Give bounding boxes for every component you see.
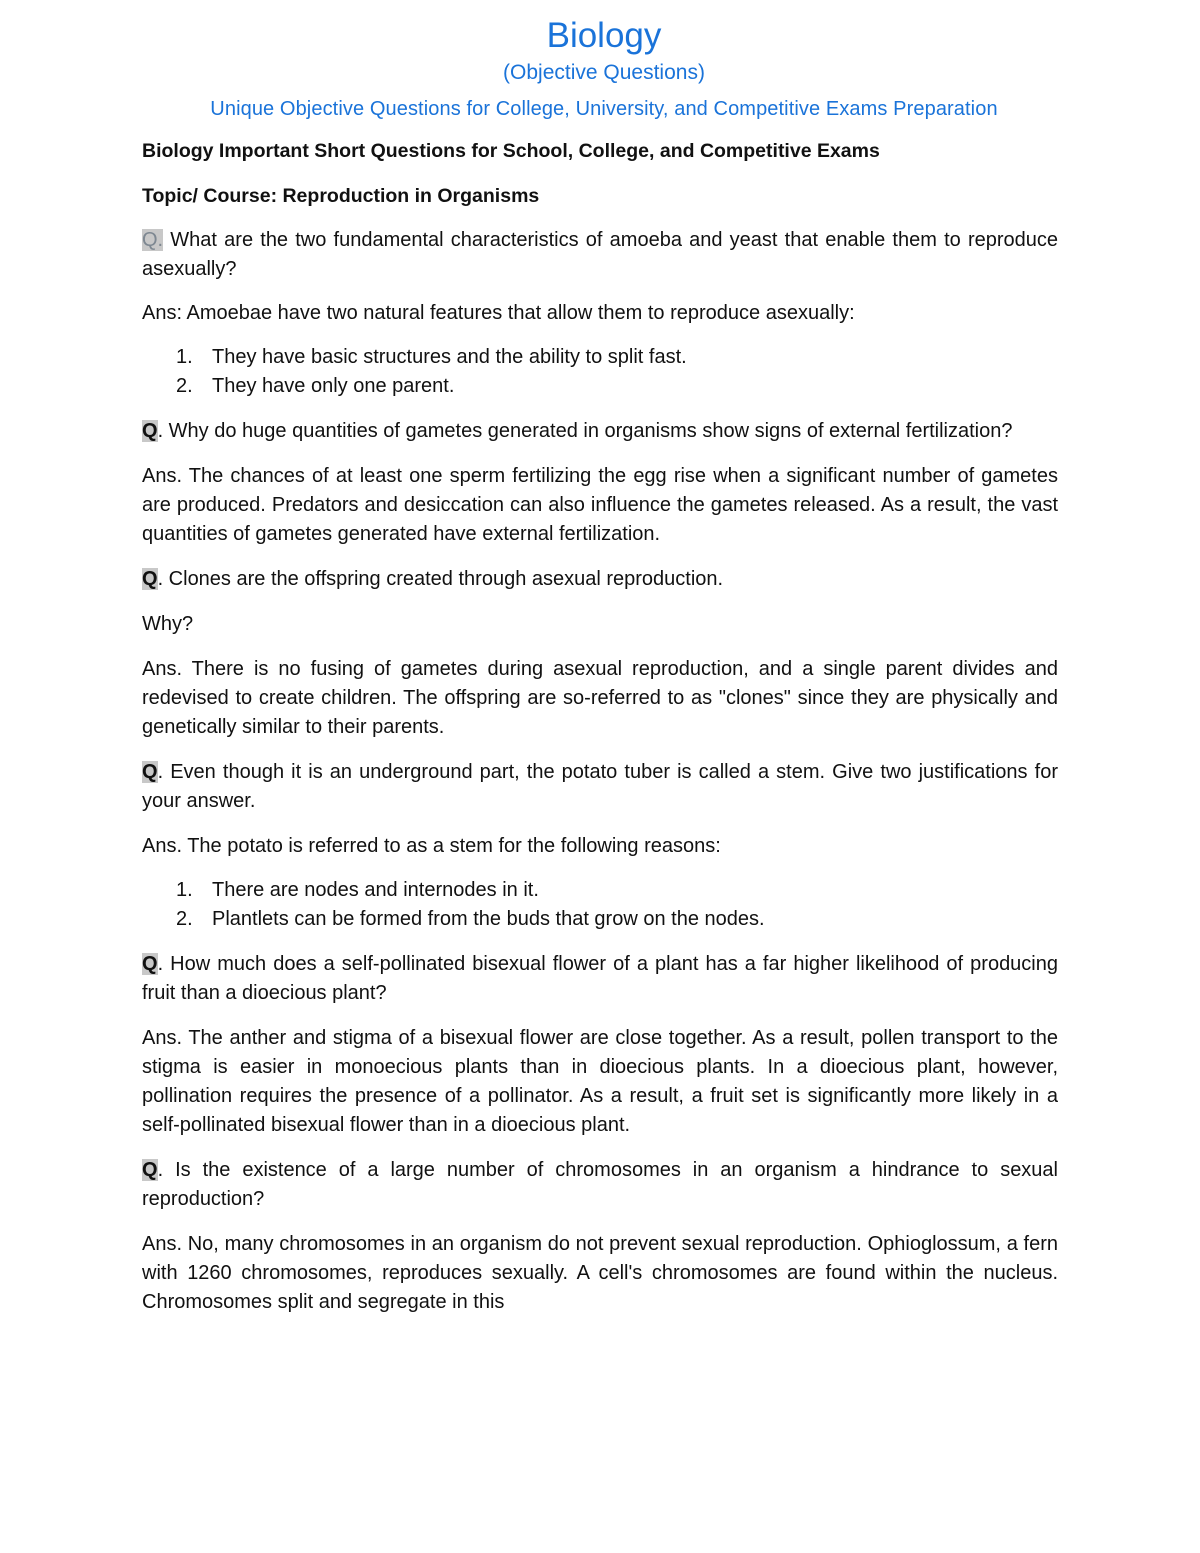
list-item — [142, 876, 1058, 905]
list-item — [142, 905, 1058, 934]
list-text: Plantlets can be formed from the buds that grow on the nodes. — [212, 908, 765, 930]
list-text: They have basic structures and the ability to split fast. — [212, 346, 687, 368]
answer-5: Ans. The anther and stigma of a bisexual flower are close together. As a result, pollen transport to the stigma is easier in monoecious plants than in dioecious plants. In a dioecious plant, however, pollination requires the presence of a pollinator. As a result, a fruit set is significantly more likely in a self-pollinated bisexual flower than in a dioecious plant. — [142, 1027, 1058, 1136]
question-4 — [142, 758, 1058, 816]
list-item — [142, 372, 1058, 401]
list-text: There are nodes and internodes in it. — [212, 879, 539, 901]
list-number: 1. — [176, 879, 193, 901]
document-header — [150, 14, 1058, 124]
question-5 — [142, 950, 1058, 1008]
list-number: 2. — [176, 375, 193, 397]
list-text: They have only one parent. — [212, 375, 455, 397]
question-marker: Q — [142, 953, 158, 975]
question-marker: Q — [142, 568, 158, 590]
question-marker: Q — [142, 420, 158, 442]
answer-1-list — [142, 343, 1058, 401]
page-tagline: Unique Objective Questions for College, University, and Competitive Exams Preparation — [210, 98, 998, 120]
list-number: 1. — [176, 346, 193, 368]
list-number: 2. — [176, 908, 193, 930]
answer-3: Ans. There is no fusing of gametes during asexual reproduction, and a single parent divides and redevised to create children. The offspring are so-referred to as "clones" since they are physically and genetically similar to their parents. — [142, 658, 1058, 738]
question-marker: Q — [142, 761, 158, 783]
question-marker: Q. — [142, 229, 164, 251]
question-2 — [142, 417, 1058, 446]
question-text: . How much does a self-pollinated bisexual flower of a plant has a far higher likelihood of producing fruit than a dioecious plant? — [142, 953, 1058, 1004]
answer-4-list — [142, 876, 1058, 934]
page-title: Biology — [546, 16, 662, 55]
question-text: . Even though it is an underground part, the potato tuber is called a stem. Give two justifications for your answer. — [142, 761, 1058, 812]
list-item — [142, 343, 1058, 372]
question-text: . Why do huge quantities of gametes generated in organisms show signs of external fertilization? — [157, 420, 1013, 442]
answer-4: Ans. The potato is referred to as a stem for the following reasons: — [142, 835, 721, 857]
section-heading: Biology Important Short Questions for School, College, and Competitive Exams — [142, 140, 880, 162]
answer-6: Ans. No, many chromosomes in an organism do not prevent sexual reproduction. Ophioglossum, a fern with 1260 chromosomes, reproduces sexually. A cell's chromosomes are found within the nucleus. Chromosomes split and segregate in this — [142, 1233, 1058, 1313]
question-text: . Clones are the offspring created through asexual reproduction. — [157, 568, 724, 590]
question-3-why: Why? — [142, 613, 194, 635]
document-page — [142, 14, 1058, 1317]
question-1 — [142, 226, 1058, 284]
topic-heading: Topic/ Course: Reproduction in Organisms — [142, 185, 540, 207]
question-text: . Is the existence of a large number of chromosomes in an organism a hindrance to sexual reproduction? — [142, 1159, 1058, 1210]
page-subtitle: (Objective Questions) — [503, 61, 705, 84]
question-marker: Q — [142, 1159, 158, 1181]
answer-2: Ans. The chances of at least one sperm fertilizing the egg rise when a significant number of gametes are produced. Predators and desiccation can also influence the gametes released. As a result, the vast quantities of gametes generated have external fertilization. — [142, 465, 1058, 545]
question-3 — [142, 565, 1058, 594]
question-6 — [142, 1156, 1058, 1214]
question-text: What are the two fundamental characteristics of amoeba and yeast that enable them to reproduce asexually? — [142, 229, 1058, 280]
answer-1: Ans: Amoebae have two natural features that allow them to reproduce asexually: — [142, 302, 855, 324]
